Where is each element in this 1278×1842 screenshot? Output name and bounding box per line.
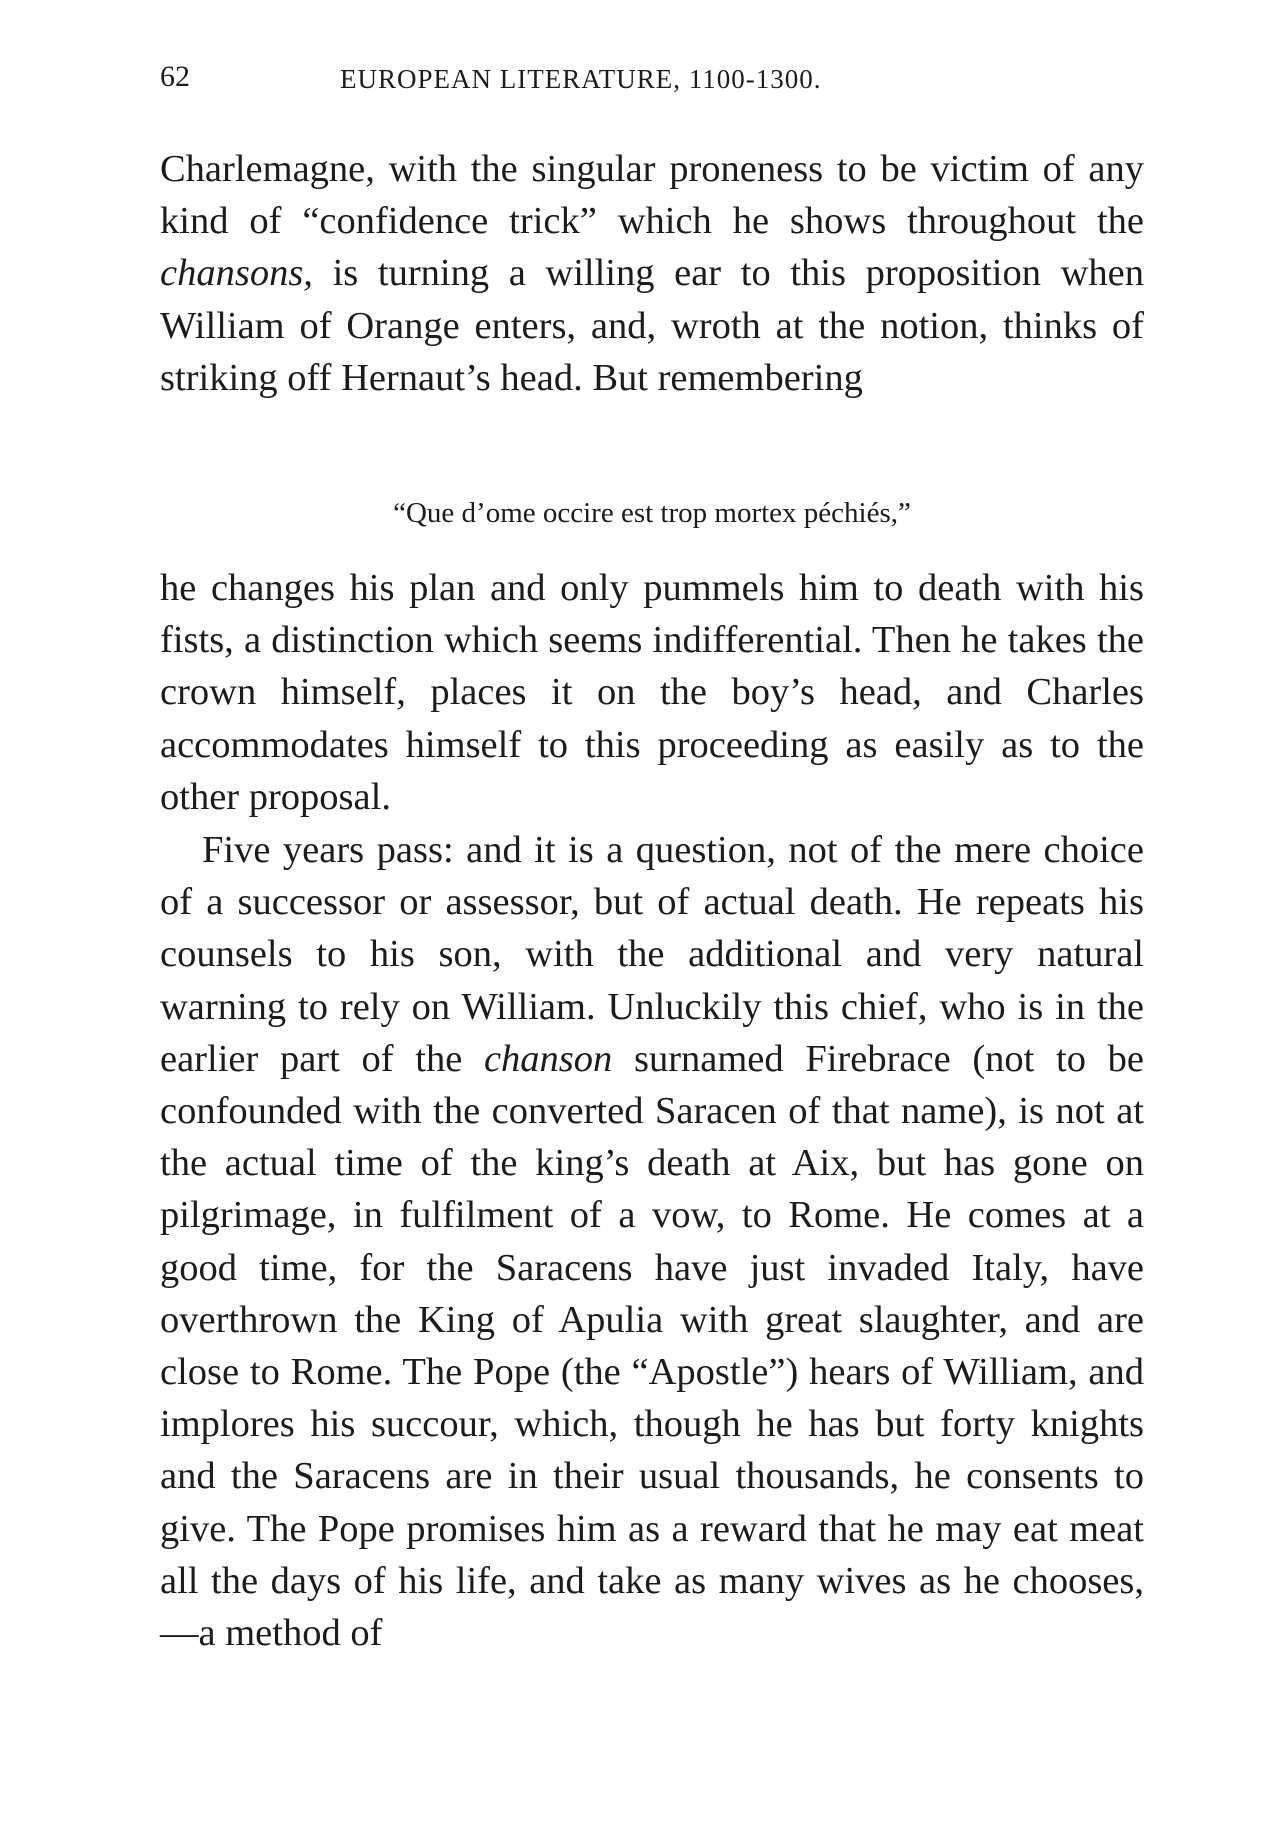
- paragraph-3-text-b: surnamed Firebrace (not to be confounded with the converted Saracen of that name), is not at the actual time of the king’s death at Aix, but has gone on pilgrimage, in fulfilment of a vow, to Rome. He comes at a good time, for the Saracens have just invaded Italy, have overthrown the King of Apulia with great slaughter, and are close to Rome. The Pope (the “Apostle”) hears of William, and implores his succour, which, though he has but forty knights and the Saracens are in their usual thousands, he consents to give. The Pope promises him as a reward that he may eat meat all the days of his life, and take as many wives as he chooses,—a method of: [160, 1037, 1144, 1655]
- page-number: 62: [160, 60, 190, 93]
- running-title: EUROPEAN LITERATURE, 1100-1300.: [340, 64, 822, 94]
- paragraph-2: he changes his plan and only pummels him to death with his fists, a distinction which seems indifferential. Then he takes the crown himself, places it on the boy’s head, and Charles accommodates himself to this proceeding as easily as to the other proposal.: [160, 567, 1144, 818]
- paragraph-1-italic: chansons,: [160, 252, 313, 295]
- running-head: [160, 60, 1144, 108]
- paragraph-3-text-a: Five years pass: and it is a question, not of the mere choice of a successor or assessor, but of actual death. He repeats his counsels to his son, with the additional and very natural warning to rely on William. Unluckily this chief, who is in the earlier part of the: [160, 829, 1144, 1080]
- paragraph-1: [160, 143, 1144, 404]
- paragraph-3: [160, 824, 1144, 1659]
- paragraph-1-text-a: Charlemagne, with the singular proneness to be victim of any kind of “confidence trick” which he shows throughout the: [160, 148, 1144, 243]
- paragraph-1-text-b: is turning a willing ear to this proposition when William of Orange enters, and, wroth at the notion, thinks of striking off Hernaut’s head. But remembering: [160, 252, 1144, 399]
- paragraph-3-italic: chanson: [483, 1037, 613, 1080]
- verse-quotation: “Que d’ome occire est trop mortex péchiés,”: [393, 497, 911, 529]
